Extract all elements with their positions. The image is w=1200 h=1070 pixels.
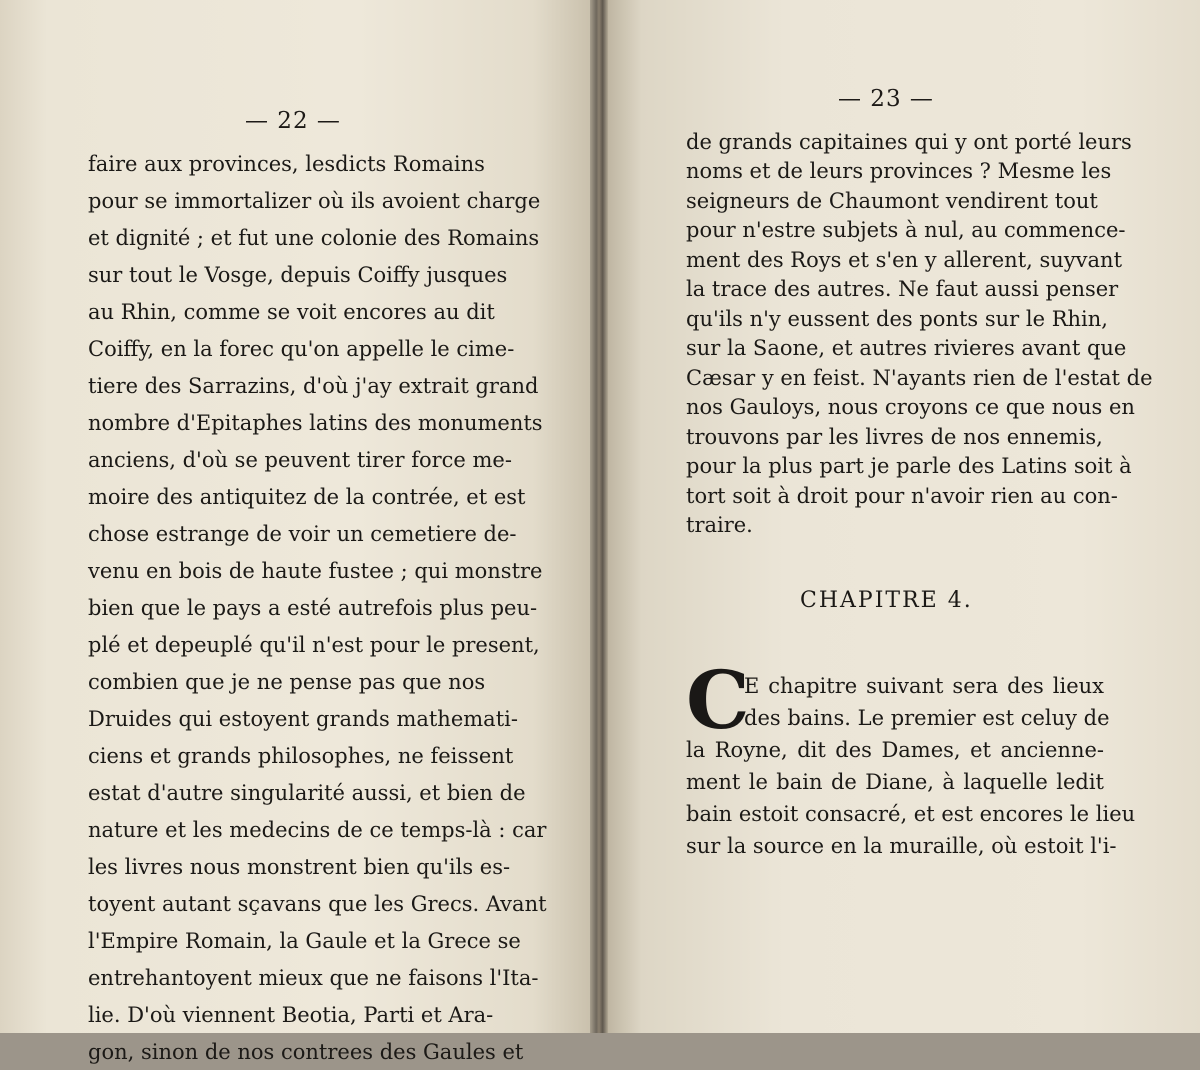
right-page-number: — 23 —	[838, 86, 934, 112]
drop-cap-initial: C	[686, 653, 750, 747]
text-line: sur la Saone, et autres rivieres avant que	[686, 336, 1127, 360]
text-line: venu en bois de haute fustee ; qui monstre	[88, 559, 543, 583]
text-line: entrehantoyent mieux que ne faisons l'Ita-	[88, 966, 539, 990]
text-line: Coiffy, en la forec qu'on appelle le cime-	[88, 337, 515, 361]
text-line: estat d'autre singularité aussi, et bien de	[88, 781, 526, 805]
text-line: E chapitre suivant sera des lieux	[744, 674, 1104, 698]
text-line: noms et de leurs provinces ? Mesme les	[686, 159, 1112, 183]
text-line: qu'ils n'y eussent des ponts sur le Rhin,	[686, 307, 1108, 331]
text-line: gon, sinon de nos contrees des Gaules et	[88, 1040, 524, 1064]
text-line: sur la source en la muraille, où estoit l'i-	[686, 834, 1117, 858]
text-line: faire aux provinces, lesdicts Romains	[88, 152, 485, 176]
text-line: nature et les medecins de ce temps-là : car	[88, 818, 547, 842]
text-line: anciens, d'où se peuvent tirer force me-	[88, 448, 512, 472]
text-line: tort soit à droit pour n'avoir rien au con-	[686, 484, 1118, 508]
text-line: chose estrange de voir un cemetiere de-	[88, 522, 517, 546]
text-line: bien que le pays a esté autrefois plus peu-	[88, 596, 538, 620]
text-line: lie. D'où viennent Beotia, Parti et Ara-	[88, 1003, 494, 1027]
text-line: pour n'estre subjets à nul, au commence-	[686, 218, 1126, 242]
text-line: la Royne, dit des Dames, et ancienne-	[686, 738, 1104, 762]
text-line: nos Gauloys, nous croyons ce que nous en	[686, 395, 1135, 419]
text-line: bain estoit consacré, et est encores le lieu	[686, 802, 1136, 826]
text-line: ciens et grands philosophes, ne feissent	[88, 744, 514, 768]
left-page-number: — 22 —	[245, 108, 341, 134]
text-line: Druides qui estoyent grands mathemati-	[88, 707, 518, 731]
text-line: la trace des autres. Ne faut aussi penser	[686, 277, 1119, 301]
book-gutter	[590, 0, 608, 1033]
text-line: plé et depeuplé qu'il n'est pour le present,	[88, 633, 540, 657]
text-line: ment des Roys et s'en y allerent, suyvant	[686, 248, 1123, 272]
text-line: seigneurs de Chaumont vendirent tout	[686, 189, 1098, 213]
text-line: pour la plus part je parle des Latins soit à	[686, 454, 1132, 478]
text-line: des bains. Le premier est celuy de	[744, 706, 1110, 730]
text-line: ment le bain de Diane, à laquelle ledit	[686, 770, 1104, 794]
text-line: tiere des Sarrazins, d'où j'ay extrait grand	[88, 374, 539, 398]
text-line: de grands capitaines qui y ont porté leurs	[686, 130, 1132, 154]
text-line: l'Empire Romain, la Gaule et la Grece se	[88, 929, 521, 953]
text-line: et dignité ; et fut une colonie des Romains	[88, 226, 540, 250]
text-line: pour se immortalizer où ils avoient charge	[88, 189, 541, 213]
text-line: moire des antiquitez de la contrée, et est	[88, 485, 526, 509]
text-line: nombre d'Epitaphes latins des monuments	[88, 411, 543, 435]
chapter-title: CHAPITRE 4.	[800, 588, 973, 613]
text-line: combien que je ne pense pas que nos	[88, 670, 486, 694]
text-line: sur tout le Vosge, depuis Coiffy jusques	[88, 263, 508, 287]
text-line: au Rhin, comme se voit encores au dit	[88, 300, 495, 324]
text-line: toyent autant sçavans que les Grecs. Avant	[88, 892, 547, 916]
text-line: traire.	[686, 513, 753, 537]
text-line: les livres nous monstrent bien qu'ils es-	[88, 855, 511, 879]
text-line: Cæsar y en feist. N'ayants rien de l'estat de	[686, 366, 1153, 390]
text-line: trouvons par les livres de nos ennemis,	[686, 425, 1103, 449]
